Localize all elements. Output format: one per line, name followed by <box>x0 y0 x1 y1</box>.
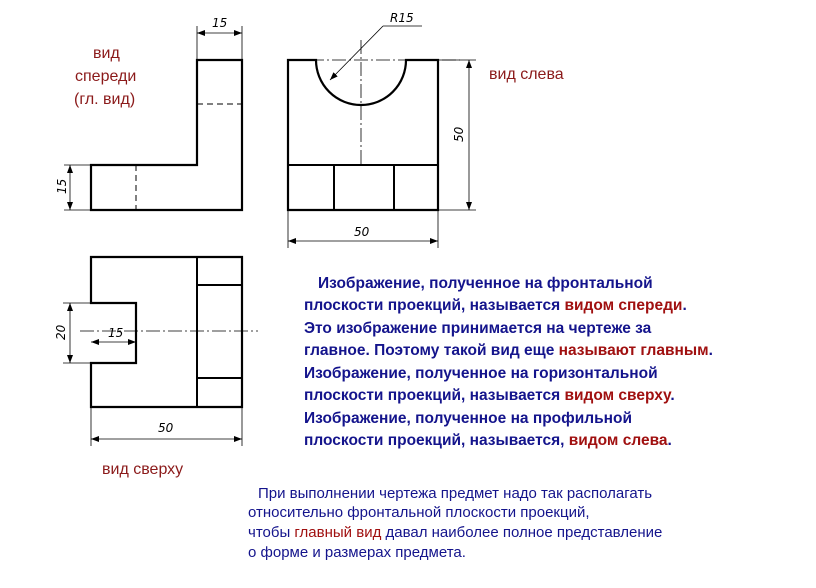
p2-line2: относительно фронтальной плоскости проекций, <box>248 504 590 521</box>
p1-line2: плоскости проекций, называется видом спереди. <box>304 297 687 314</box>
front-view <box>64 26 242 210</box>
term-top-view: видом сверху <box>564 387 671 404</box>
dim-left-radius: R15 <box>390 11 414 25</box>
term-left-view: видом слева <box>568 432 668 449</box>
p1-line4: главное. Поэтому такой вид еще называют главным. <box>304 342 713 359</box>
dim-top-width: 50 <box>158 421 174 435</box>
top-view-label: вид сверху <box>102 461 184 478</box>
p2-line1: При выполнении чертежа предмет надо так располагать <box>258 485 653 502</box>
dim-top-slot-width: 15 <box>108 326 124 340</box>
term-main-view-2: главный вид <box>294 524 382 541</box>
p2-line4: о форме и размерах предмета. <box>248 544 466 561</box>
front-view-label-line1: вид <box>93 45 120 62</box>
p1-line3: Это изображение принимается на чертеже за <box>304 320 652 337</box>
front-view-label-line2: спереди <box>75 68 137 85</box>
top-view <box>63 257 258 446</box>
term-front-view: видом спереди <box>564 297 683 314</box>
dim-front-width: 15 <box>212 16 228 30</box>
p1-line8: плоскости проекций, называется, видом слева. <box>304 432 672 449</box>
dim-left-height: 50 <box>452 126 466 142</box>
term-main-view: называют главным <box>558 342 709 359</box>
p1-line6: плоскости проекций, называется видом сверху. <box>304 387 675 404</box>
p2-line3: чтобы главный вид давал наиболее полное представление <box>248 524 663 541</box>
front-view-label-line3: (гл. вид) <box>74 91 136 108</box>
left-view-label: вид слева <box>489 66 564 83</box>
left-view-outline <box>288 60 438 210</box>
dim-top-height: 20 <box>54 324 68 340</box>
dim-front-base-height: 15 <box>55 178 69 194</box>
p1-line1: Изображение, полученное на фронтальной <box>318 275 653 292</box>
left-view <box>288 26 476 248</box>
p1-line7: Изображение, полученное на профильной <box>304 410 632 427</box>
dim-left-width: 50 <box>354 225 370 239</box>
p1-line5: Изображение, полученное на горизонтальной <box>304 365 658 382</box>
